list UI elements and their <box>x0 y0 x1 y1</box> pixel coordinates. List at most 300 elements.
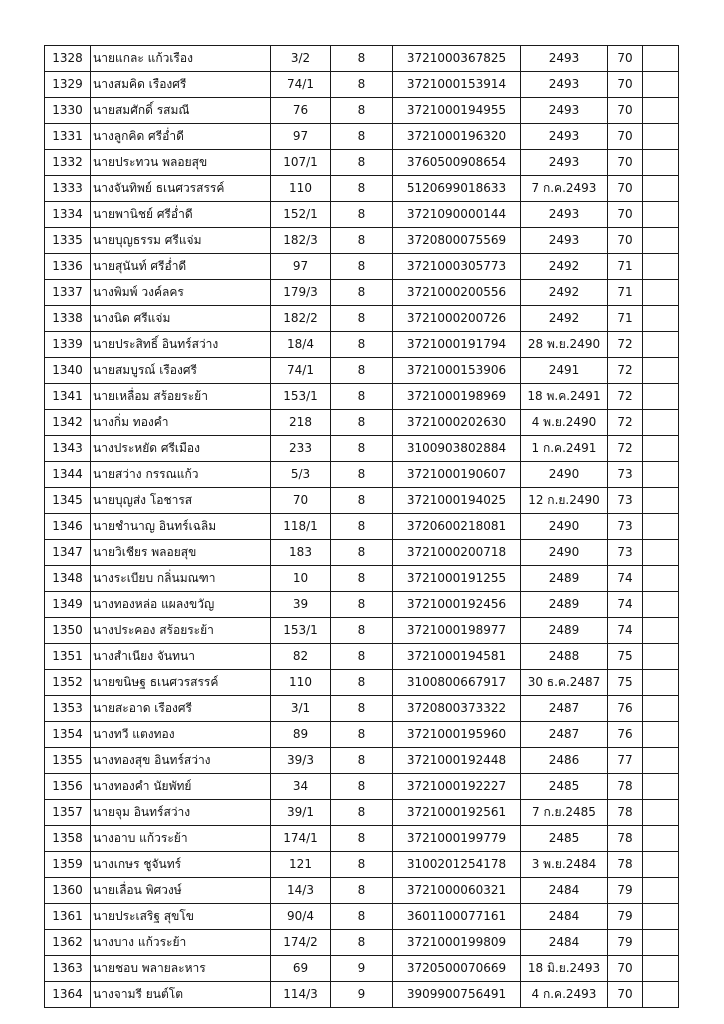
name-cell: นายประสิทธิ์ อินทร์สว่าง <box>91 332 271 358</box>
table-row <box>45 254 679 280</box>
table-row <box>45 722 679 748</box>
blank-cell <box>643 332 679 358</box>
house-number-cell: 10 <box>271 566 331 592</box>
name-cell: นายเลื่อน พิศวงษ์ <box>91 878 271 904</box>
blank-cell <box>643 540 679 566</box>
village-number-cell: 8 <box>331 254 393 280</box>
birth-date-cell: 2489 <box>521 618 608 644</box>
name-cell: นางจามรี ยนต์โต <box>91 982 271 1008</box>
blank-cell <box>643 358 679 384</box>
row-number-cell: 1341 <box>45 384 91 410</box>
age-cell: 71 <box>608 306 643 332</box>
row-number-cell: 1337 <box>45 280 91 306</box>
table-row <box>45 592 679 618</box>
row-number-cell: 1354 <box>45 722 91 748</box>
row-number-cell: 1332 <box>45 150 91 176</box>
table-row <box>45 384 679 410</box>
name-cell: นายสว่าง กรรณแก้ว <box>91 462 271 488</box>
table-row <box>45 72 679 98</box>
row-number-cell: 1340 <box>45 358 91 384</box>
name-cell: นางสำเนียง จันทนา <box>91 644 271 670</box>
table-row <box>45 774 679 800</box>
name-cell: นางทองหล่อ แผลงขวัญ <box>91 592 271 618</box>
name-cell: นางนิด ศรีแจ่ม <box>91 306 271 332</box>
age-cell: 75 <box>608 644 643 670</box>
citizen-id-cell: 3721000200718 <box>393 540 521 566</box>
birth-date-cell: 2489 <box>521 592 608 618</box>
table-row <box>45 956 679 982</box>
house-number-cell: 18/4 <box>271 332 331 358</box>
village-number-cell: 8 <box>331 696 393 722</box>
citizen-id-cell: 3100903802884 <box>393 436 521 462</box>
house-number-cell: 74/1 <box>271 72 331 98</box>
table-row <box>45 618 679 644</box>
house-number-cell: 97 <box>271 254 331 280</box>
house-number-cell: 110 <box>271 670 331 696</box>
house-number-cell: 14/3 <box>271 878 331 904</box>
house-number-cell: 76 <box>271 98 331 124</box>
name-cell: นายสุนันท์ ศรีอ่ำดี <box>91 254 271 280</box>
row-number-cell: 1345 <box>45 488 91 514</box>
blank-cell <box>643 150 679 176</box>
blank-cell <box>643 280 679 306</box>
village-number-cell: 8 <box>331 618 393 644</box>
village-number-cell: 8 <box>331 904 393 930</box>
citizen-id-cell: 3100800667917 <box>393 670 521 696</box>
name-cell: นายเหลื่อม สร้อยระย้า <box>91 384 271 410</box>
table-row <box>45 306 679 332</box>
table-row <box>45 514 679 540</box>
blank-cell <box>643 644 679 670</box>
name-cell: นายพานิชย์ ศรีอ่ำดี <box>91 202 271 228</box>
birth-date-cell: 7 ก.ค.2493 <box>521 176 608 202</box>
birth-date-cell: 2487 <box>521 696 608 722</box>
house-number-cell: 74/1 <box>271 358 331 384</box>
table-row <box>45 488 679 514</box>
blank-cell <box>643 72 679 98</box>
blank-cell <box>643 800 679 826</box>
row-number-cell: 1352 <box>45 670 91 696</box>
house-number-cell: 182/3 <box>271 228 331 254</box>
citizen-id-cell: 3721000153906 <box>393 358 521 384</box>
citizen-id-cell: 3721000192456 <box>393 592 521 618</box>
age-cell: 71 <box>608 254 643 280</box>
table-row <box>45 358 679 384</box>
blank-cell <box>643 98 679 124</box>
name-cell: นายสมบูรณ์ เรืองศรี <box>91 358 271 384</box>
blank-cell <box>643 124 679 150</box>
blank-cell <box>643 826 679 852</box>
age-cell: 70 <box>608 98 643 124</box>
row-number-cell: 1347 <box>45 540 91 566</box>
birth-date-cell: 2493 <box>521 46 608 72</box>
birth-date-cell: 1 ก.ค.2491 <box>521 436 608 462</box>
row-number-cell: 1361 <box>45 904 91 930</box>
age-cell: 78 <box>608 852 643 878</box>
citizen-id-cell: 3721000196320 <box>393 124 521 150</box>
age-cell: 74 <box>608 566 643 592</box>
village-number-cell: 8 <box>331 462 393 488</box>
name-cell: นางสมคิด เรืองศรี <box>91 72 271 98</box>
age-cell: 79 <box>608 930 643 956</box>
table-row <box>45 670 679 696</box>
house-number-cell: 174/2 <box>271 930 331 956</box>
table-row <box>45 436 679 462</box>
name-cell: นางอาบ แก้วระย้า <box>91 826 271 852</box>
table-row <box>45 566 679 592</box>
row-number-cell: 1351 <box>45 644 91 670</box>
citizen-id-cell: 3720600218081 <box>393 514 521 540</box>
house-number-cell: 39/3 <box>271 748 331 774</box>
birth-date-cell: 2493 <box>521 150 608 176</box>
blank-cell <box>643 930 679 956</box>
name-cell: นายสะอาด เรืองศรี <box>91 696 271 722</box>
age-cell: 76 <box>608 722 643 748</box>
blank-cell <box>643 46 679 72</box>
village-number-cell: 8 <box>331 774 393 800</box>
birth-date-cell: 2493 <box>521 72 608 98</box>
blank-cell <box>643 670 679 696</box>
house-number-cell: 153/1 <box>271 384 331 410</box>
row-number-cell: 1335 <box>45 228 91 254</box>
blank-cell <box>643 696 679 722</box>
village-number-cell: 8 <box>331 878 393 904</box>
birth-date-cell: 18 พ.ค.2491 <box>521 384 608 410</box>
row-number-cell: 1331 <box>45 124 91 150</box>
birth-date-cell: 4 ก.ค.2493 <box>521 982 608 1008</box>
name-cell: นางกิ่ม ทองคำ <box>91 410 271 436</box>
citizen-id-cell: 3721000198977 <box>393 618 521 644</box>
birth-date-cell: 2492 <box>521 280 608 306</box>
table-row <box>45 800 679 826</box>
birth-date-cell: 2493 <box>521 228 608 254</box>
age-cell: 73 <box>608 488 643 514</box>
name-cell: นายบุญส่ง โอชารส <box>91 488 271 514</box>
house-number-cell: 39 <box>271 592 331 618</box>
house-number-cell: 174/1 <box>271 826 331 852</box>
age-cell: 73 <box>608 462 643 488</box>
row-number-cell: 1348 <box>45 566 91 592</box>
age-cell: 70 <box>608 72 643 98</box>
village-number-cell: 8 <box>331 644 393 670</box>
blank-cell <box>643 982 679 1008</box>
village-number-cell: 8 <box>331 592 393 618</box>
birth-date-cell: 2484 <box>521 878 608 904</box>
village-number-cell: 9 <box>331 982 393 1008</box>
row-number-cell: 1349 <box>45 592 91 618</box>
age-cell: 78 <box>608 800 643 826</box>
age-cell: 70 <box>608 176 643 202</box>
age-cell: 74 <box>608 618 643 644</box>
age-cell: 76 <box>608 696 643 722</box>
table-row <box>45 748 679 774</box>
citizen-id-cell: 3720800075569 <box>393 228 521 254</box>
table-row <box>45 696 679 722</box>
citizen-id-cell: 3721000198969 <box>393 384 521 410</box>
village-number-cell: 8 <box>331 46 393 72</box>
blank-cell <box>643 410 679 436</box>
table-body <box>45 46 679 1008</box>
age-cell: 70 <box>608 124 643 150</box>
table-row <box>45 540 679 566</box>
village-number-cell: 8 <box>331 306 393 332</box>
birth-date-cell: 2485 <box>521 774 608 800</box>
age-cell: 79 <box>608 878 643 904</box>
birth-date-cell: 2492 <box>521 254 608 280</box>
table-row <box>45 176 679 202</box>
citizen-id-cell: 3760500908654 <box>393 150 521 176</box>
name-cell: นางลูกคิด ศรีอ่ำดี <box>91 124 271 150</box>
blank-cell <box>643 436 679 462</box>
age-cell: 78 <box>608 826 643 852</box>
citizen-id-cell: 3721000191255 <box>393 566 521 592</box>
table-row <box>45 202 679 228</box>
citizen-id-cell: 3721000199779 <box>393 826 521 852</box>
blank-cell <box>643 592 679 618</box>
blank-cell <box>643 852 679 878</box>
age-cell: 70 <box>608 982 643 1008</box>
row-number-cell: 1362 <box>45 930 91 956</box>
house-number-cell: 39/1 <box>271 800 331 826</box>
house-number-cell: 34 <box>271 774 331 800</box>
house-number-cell: 233 <box>271 436 331 462</box>
village-number-cell: 8 <box>331 72 393 98</box>
table-row <box>45 904 679 930</box>
age-cell: 77 <box>608 748 643 774</box>
blank-cell <box>643 384 679 410</box>
village-number-cell: 8 <box>331 670 393 696</box>
row-number-cell: 1339 <box>45 332 91 358</box>
house-number-cell: 107/1 <box>271 150 331 176</box>
name-cell: นายจุม อินทร์สว่าง <box>91 800 271 826</box>
age-cell: 73 <box>608 540 643 566</box>
village-number-cell: 8 <box>331 436 393 462</box>
citizen-id-cell: 3721000153914 <box>393 72 521 98</box>
name-cell: นางประคอง สร้อยระย้า <box>91 618 271 644</box>
age-cell: 72 <box>608 436 643 462</box>
citizen-id-cell: 5120699018633 <box>393 176 521 202</box>
village-number-cell: 8 <box>331 228 393 254</box>
row-number-cell: 1359 <box>45 852 91 878</box>
birth-date-cell: 2491 <box>521 358 608 384</box>
citizen-id-cell: 3721000200726 <box>393 306 521 332</box>
age-cell: 70 <box>608 956 643 982</box>
row-number-cell: 1357 <box>45 800 91 826</box>
table-row <box>45 46 679 72</box>
village-number-cell: 8 <box>331 514 393 540</box>
age-cell: 73 <box>608 514 643 540</box>
birth-date-cell: 2489 <box>521 566 608 592</box>
name-cell: นางจันทิพย์ ธเนศวรสรรค์ <box>91 176 271 202</box>
blank-cell <box>643 748 679 774</box>
age-cell: 71 <box>608 280 643 306</box>
blank-cell <box>643 176 679 202</box>
name-cell: นางทวี แตงทอง <box>91 722 271 748</box>
citizen-id-cell: 3909900756491 <box>393 982 521 1008</box>
birth-date-cell: 4 พ.ย.2490 <box>521 410 608 436</box>
citizen-id-cell: 3721000305773 <box>393 254 521 280</box>
blank-cell <box>643 878 679 904</box>
citizen-id-cell: 3721000367825 <box>393 46 521 72</box>
row-number-cell: 1355 <box>45 748 91 774</box>
row-number-cell: 1342 <box>45 410 91 436</box>
citizen-id-cell: 3601100077161 <box>393 904 521 930</box>
house-number-cell: 118/1 <box>271 514 331 540</box>
village-number-cell: 8 <box>331 384 393 410</box>
table-row <box>45 332 679 358</box>
birth-date-cell: 2487 <box>521 722 608 748</box>
citizen-id-cell: 3721000194955 <box>393 98 521 124</box>
village-number-cell: 8 <box>331 826 393 852</box>
name-cell: นายชำนาญ อินทร์เฉลิม <box>91 514 271 540</box>
citizen-id-cell: 3721000060321 <box>393 878 521 904</box>
row-number-cell: 1329 <box>45 72 91 98</box>
birth-date-cell: 30 ธ.ค.2487 <box>521 670 608 696</box>
blank-cell <box>643 618 679 644</box>
age-cell: 74 <box>608 592 643 618</box>
age-cell: 70 <box>608 150 643 176</box>
village-number-cell: 8 <box>331 930 393 956</box>
age-cell: 70 <box>608 228 643 254</box>
blank-cell <box>643 488 679 514</box>
table-row <box>45 826 679 852</box>
citizen-id-cell: 3721000202630 <box>393 410 521 436</box>
village-number-cell: 8 <box>331 202 393 228</box>
citizen-id-cell: 3721000192227 <box>393 774 521 800</box>
birth-date-cell: 2490 <box>521 540 608 566</box>
village-number-cell: 8 <box>331 748 393 774</box>
village-number-cell: 8 <box>331 124 393 150</box>
table-row <box>45 878 679 904</box>
age-cell: 78 <box>608 774 643 800</box>
name-cell: นางบาง แก้วระย้า <box>91 930 271 956</box>
table-row <box>45 462 679 488</box>
name-cell: นายขนิษฐ ธเนศวรสรรค์ <box>91 670 271 696</box>
house-number-cell: 152/1 <box>271 202 331 228</box>
village-number-cell: 8 <box>331 176 393 202</box>
citizen-id-cell: 3100201254178 <box>393 852 521 878</box>
village-number-cell: 8 <box>331 358 393 384</box>
house-number-cell: 182/2 <box>271 306 331 332</box>
birth-date-cell: 28 พ.ย.2490 <box>521 332 608 358</box>
house-number-cell: 90/4 <box>271 904 331 930</box>
village-number-cell: 8 <box>331 280 393 306</box>
row-number-cell: 1333 <box>45 176 91 202</box>
birth-date-cell: 12 ก.ย.2490 <box>521 488 608 514</box>
citizen-id-cell: 3721000192448 <box>393 748 521 774</box>
house-number-cell: 218 <box>271 410 331 436</box>
house-number-cell: 121 <box>271 852 331 878</box>
table-row <box>45 124 679 150</box>
birth-date-cell: 2484 <box>521 904 608 930</box>
age-cell: 72 <box>608 410 643 436</box>
row-number-cell: 1350 <box>45 618 91 644</box>
house-number-cell: 3/2 <box>271 46 331 72</box>
citizen-id-cell: 3721000195960 <box>393 722 521 748</box>
row-number-cell: 1353 <box>45 696 91 722</box>
row-number-cell: 1330 <box>45 98 91 124</box>
birth-date-cell: 2486 <box>521 748 608 774</box>
village-number-cell: 8 <box>331 150 393 176</box>
house-number-cell: 82 <box>271 644 331 670</box>
house-number-cell: 5/3 <box>271 462 331 488</box>
table-row <box>45 98 679 124</box>
row-number-cell: 1344 <box>45 462 91 488</box>
citizen-id-cell: 3720800373322 <box>393 696 521 722</box>
house-number-cell: 153/1 <box>271 618 331 644</box>
citizen-id-cell: 3721000194581 <box>393 644 521 670</box>
name-cell: นางระเบียบ กลิ่นมณฑา <box>91 566 271 592</box>
row-number-cell: 1363 <box>45 956 91 982</box>
citizen-id-cell: 3720500070669 <box>393 956 521 982</box>
table-row <box>45 930 679 956</box>
blank-cell <box>643 462 679 488</box>
row-number-cell: 1346 <box>45 514 91 540</box>
blank-cell <box>643 254 679 280</box>
house-number-cell: 110 <box>271 176 331 202</box>
blank-cell <box>643 566 679 592</box>
name-cell: นายบุญธรรม ศรีแจ่ม <box>91 228 271 254</box>
age-cell: 70 <box>608 202 643 228</box>
village-number-cell: 8 <box>331 98 393 124</box>
house-number-cell: 89 <box>271 722 331 748</box>
table-row <box>45 644 679 670</box>
name-cell: นางเกษร ชูจันทร์ <box>91 852 271 878</box>
name-cell: นางพิมพ์ วงค์ลคร <box>91 280 271 306</box>
table-row <box>45 280 679 306</box>
table-row <box>45 852 679 878</box>
birth-date-cell: 2493 <box>521 124 608 150</box>
village-number-cell: 9 <box>331 956 393 982</box>
birth-date-cell: 2484 <box>521 930 608 956</box>
village-number-cell: 8 <box>331 852 393 878</box>
age-cell: 70 <box>608 46 643 72</box>
name-cell: นายวิเชียร พลอยสุข <box>91 540 271 566</box>
village-number-cell: 8 <box>331 540 393 566</box>
village-number-cell: 8 <box>331 488 393 514</box>
blank-cell <box>643 904 679 930</box>
citizen-id-cell: 3721000192561 <box>393 800 521 826</box>
citizen-id-cell: 3721000199809 <box>393 930 521 956</box>
age-cell: 75 <box>608 670 643 696</box>
birth-date-cell: 2490 <box>521 462 608 488</box>
row-number-cell: 1328 <box>45 46 91 72</box>
row-number-cell: 1338 <box>45 306 91 332</box>
birth-date-cell: 2490 <box>521 514 608 540</box>
age-cell: 79 <box>608 904 643 930</box>
blank-cell <box>643 956 679 982</box>
blank-cell <box>643 306 679 332</box>
citizen-id-cell: 3721000190607 <box>393 462 521 488</box>
age-cell: 72 <box>608 332 643 358</box>
village-number-cell: 8 <box>331 722 393 748</box>
age-cell: 72 <box>608 384 643 410</box>
name-cell: นางทองสุข อินทร์สว่าง <box>91 748 271 774</box>
birth-date-cell: 2493 <box>521 202 608 228</box>
name-cell: นายชอบ พลายละหาร <box>91 956 271 982</box>
citizen-id-cell: 3721000200556 <box>393 280 521 306</box>
blank-cell <box>643 774 679 800</box>
row-number-cell: 1360 <box>45 878 91 904</box>
elderly-register-table <box>44 45 679 1008</box>
name-cell: นายประทวน พลอยสุข <box>91 150 271 176</box>
name-cell: นายสมศักดิ์ รสมณี <box>91 98 271 124</box>
citizen-id-cell: 3721090000144 <box>393 202 521 228</box>
house-number-cell: 183 <box>271 540 331 566</box>
row-number-cell: 1343 <box>45 436 91 462</box>
birth-date-cell: 2493 <box>521 98 608 124</box>
row-number-cell: 1358 <box>45 826 91 852</box>
